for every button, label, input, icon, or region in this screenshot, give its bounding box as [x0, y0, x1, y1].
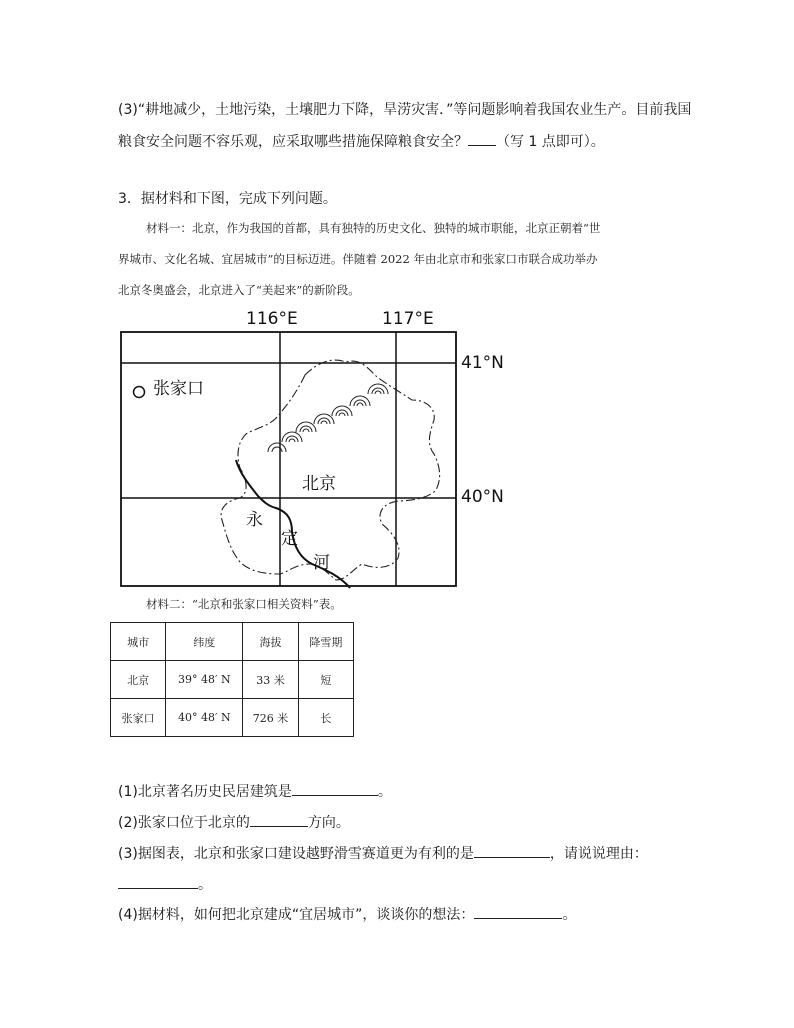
answer-blank[interactable] — [118, 874, 198, 889]
table-cell: 短 — [298, 661, 353, 699]
answer-blank[interactable] — [292, 781, 378, 796]
answer-blank[interactable] — [474, 843, 550, 858]
lon-label-116: 116°E — [246, 309, 298, 329]
question-item-3-line-1: (3)“耕地减少，土地污染，土壤肥力下降，旱涝灾害．”等问题影响着我国农业生产。目前我国 — [118, 102, 692, 118]
table-cell: 40° 48′ N — [166, 699, 243, 737]
question-3-title: 3．据材料和下图，完成下列问题。 — [118, 191, 337, 207]
table-header-row — [111, 623, 354, 661]
river-label-ding: 定 — [281, 529, 298, 549]
question-item-3-text: 粮食安全问题不容乐观，应采取哪些措施保障粮食安全？ — [118, 134, 468, 150]
table-header-cell: 纬度 — [166, 623, 243, 661]
material-1-line-2: 界城市、文化名城、宜居城市”的目标迈进。伴随着 2022 年由北京市和张家口市联合成功举办 — [118, 252, 598, 266]
table-cell: 726 米 — [243, 699, 298, 737]
answer-blank[interactable] — [250, 812, 308, 827]
sub-question-3-suffix: ，请说说理由： — [549, 846, 648, 862]
table-cell: 张家口 — [111, 699, 166, 737]
river-label-he: 河 — [313, 553, 330, 573]
zhangjiakou-marker-icon — [134, 387, 145, 398]
table-cell: 长 — [298, 699, 353, 737]
beijing-zhangjiakou-map — [100, 302, 520, 594]
river-label-yong: 永 — [246, 510, 263, 530]
table-cell: 39° 48′ N — [166, 661, 243, 699]
sub-question-3 — [118, 843, 648, 864]
sub-question-1-text: (1)北京著名历史民居建筑是 — [118, 784, 292, 800]
lat-label-41: 41°N — [461, 353, 504, 373]
zhangjiakou-label: 张家口 — [153, 379, 204, 399]
sub-question-2 — [118, 812, 350, 833]
table-cell: 33 米 — [243, 661, 298, 699]
sub-question-3-text: (3)据图表，北京和张家口建设越野滑雪赛道更为有利的是 — [118, 846, 474, 862]
mountain-symbols — [268, 384, 388, 452]
sub-question-4-text: (4)据材料，如何把北京建成“宜居城市”，谈谈你的想法： — [118, 907, 475, 923]
question-item-3-line-2 — [118, 131, 605, 152]
material-2-caption: 材料二：“北京和张家口相关资料”表。 — [146, 597, 342, 611]
sub-question-1 — [118, 781, 392, 802]
table-header-cell: 海拔 — [243, 623, 298, 661]
material-1-line-1: 材料一：北京，作为我国的首都，具有独特的历史文化、独特的城市职能，北京正朝着“世 — [146, 221, 601, 235]
sub-question-4-suffix: 。 — [562, 907, 577, 923]
material-1-line-3: 北京冬奥盛会，北京进入了“美起来”的新阶段。 — [118, 283, 360, 297]
table-header-cell: 城市 — [111, 623, 166, 661]
table-header-cell: 降雪期 — [298, 623, 353, 661]
sub-question-3-end: 。 — [198, 877, 212, 893]
answer-blank[interactable] — [468, 131, 496, 146]
table-row — [111, 699, 354, 737]
sub-question-4 — [118, 904, 576, 925]
answer-blank[interactable] — [474, 904, 562, 919]
question-item-3-suffix: （写 1 点即可）。 — [496, 134, 605, 150]
table-row — [111, 661, 354, 699]
lon-label-117: 117°E — [382, 309, 434, 329]
lat-label-40: 40°N — [461, 487, 504, 507]
sub-question-1-suffix: 。 — [377, 784, 392, 800]
sub-question-2-text: (2)张家口位于北京的 — [118, 815, 250, 831]
table-cell: 北京 — [111, 661, 166, 699]
beijing-label: 北京 — [302, 474, 336, 494]
city-data-table — [110, 622, 354, 737]
sub-question-2-suffix: 方向。 — [307, 815, 350, 831]
sub-question-3-line-2 — [118, 874, 212, 895]
